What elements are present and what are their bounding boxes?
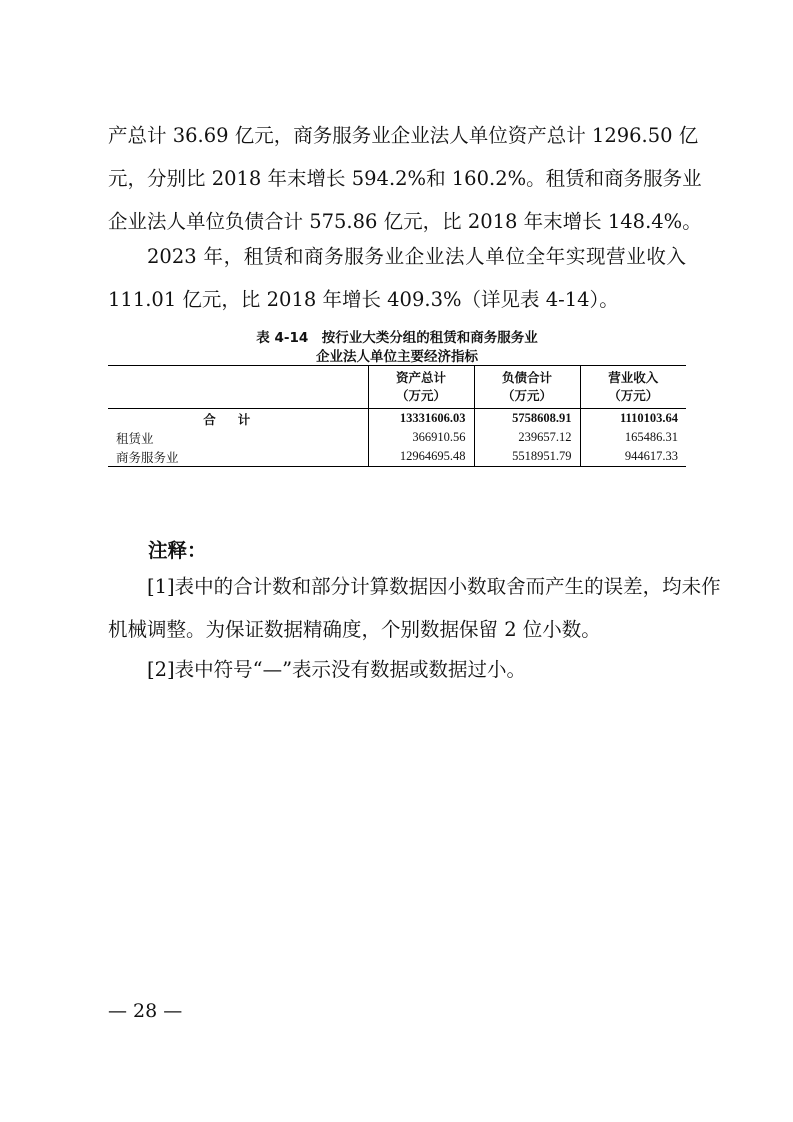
header-liabilities-name: 负债合计: [501, 370, 552, 385]
cell-assets: 12964695.48: [368, 447, 474, 467]
paragraph-line-3: 企业法人单位负债合计 575.86 亿元，比 2018 年末增长 148.4%。: [108, 210, 702, 233]
note-line-3: [2]表中符号“—”表示没有数据或数据过小。: [147, 658, 527, 681]
paragraph-line-4: 2023 年，租赁和商务服务业企业法人单位全年实现营业收入: [147, 245, 686, 268]
cell-liabilities: 239657.12: [474, 428, 580, 447]
header-liabilities: [474, 366, 580, 409]
header-revenue: [580, 366, 686, 409]
paragraph-line-1: 产总计 36.69 亿元，商务服务业企业法人单位资产总计 1296.50 亿: [108, 124, 699, 147]
row-label: 合计: [203, 411, 273, 427]
table-row-total: [108, 409, 686, 429]
cell-assets: 13331606.03: [368, 409, 474, 429]
row-label: 租赁业: [116, 430, 154, 446]
header-liabilities-unit: （万元）: [501, 388, 552, 403]
cell-revenue: 944617.33: [580, 447, 686, 467]
cell-liabilities: 5758608.91: [474, 409, 580, 429]
table-caption-line-1: 表 4-14 按行业大类分组的租赁和商务服务业: [256, 330, 538, 346]
cell-assets: 366910.56: [368, 428, 474, 447]
header-revenue-unit: （万元）: [608, 388, 659, 403]
cell-revenue: 1110103.64: [580, 409, 686, 429]
note-line-2: 机械调整。为保证数据精确度，个别数据保留 2 位小数。: [108, 618, 601, 641]
table-row: [108, 428, 686, 447]
header-revenue-name: 营业收入: [608, 370, 659, 385]
cell-revenue: 165486.31: [580, 428, 686, 447]
cell-liabilities: 5518951.79: [474, 447, 580, 467]
row-label: 商务服务业: [108, 447, 368, 467]
header-blank: [108, 366, 368, 409]
table-row: [108, 447, 686, 467]
header-assets-name: 资产总计: [395, 370, 446, 385]
page-number: — 28 —: [108, 1000, 183, 1022]
table-header-row: [108, 366, 686, 409]
note-line-1: [1]表中的合计数和部分计算数据因小数取舍而产生的误差，均未作: [147, 575, 721, 598]
table-caption-line-2: 企业法人单位主要经济指标: [316, 349, 478, 365]
paragraph-line-5: 111.01 亿元，比 2018 年增长 409.3%（详见表 4-14）。: [108, 288, 619, 311]
header-assets: [368, 366, 474, 409]
header-assets-unit: （万元）: [395, 388, 446, 403]
economic-indicators-table: [108, 365, 686, 467]
paragraph-line-2: 元，分别比 2018 年末增长 594.2%和 160.2%。租赁和商务服务业: [108, 167, 702, 190]
notes-title: 注释：: [148, 539, 207, 562]
